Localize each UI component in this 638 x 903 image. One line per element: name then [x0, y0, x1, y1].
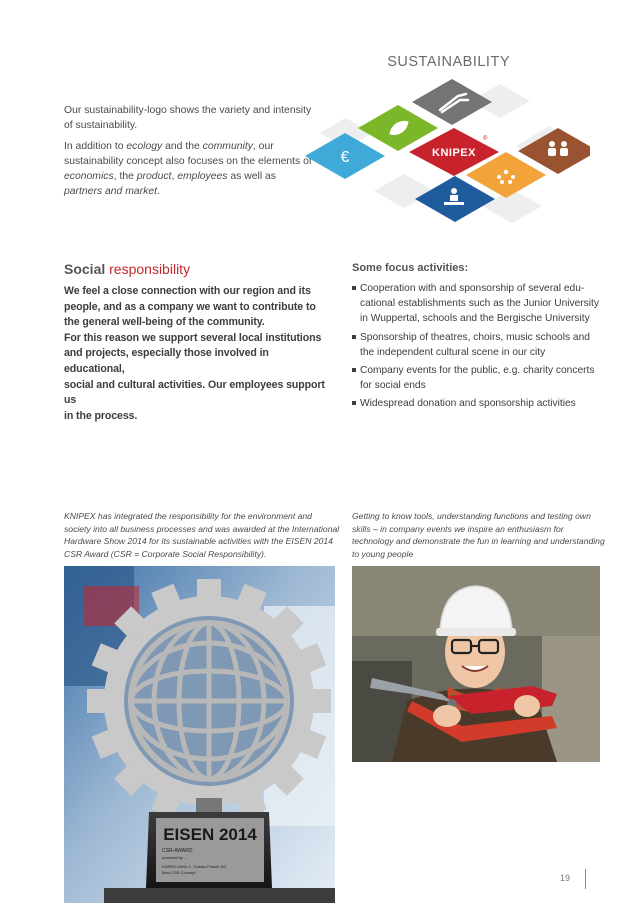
focus-activities-list — [352, 281, 602, 415]
focus-item: Company events for the public, e.g. charity concerts for social ends — [352, 363, 602, 393]
intro-paragraph-2: In addition to ecology and the community, our sustainability concept also focuses on the elements of economics, the product, employees as well as partners and market. — [64, 141, 312, 197]
brand-logo-text: KNIPEX — [432, 147, 476, 159]
intro-paragraph-1: Our sustainability-logo shows the variety and intensity of sustainability. — [64, 105, 312, 131]
social-line: the general well-being of the community. — [64, 316, 265, 329]
award-subtitle: CSR-AWARD — [162, 848, 193, 854]
award-photo — [64, 566, 335, 903]
kids-event-caption: Getting to know tools, understanding functions and testing own skills – in company events we inspire an enthusiasm for technology and demonstrate the fun in learning and understanding to young people — [352, 511, 605, 559]
section-title: SUSTAINABILITY — [387, 54, 510, 70]
registered-mark: ® — [483, 136, 488, 142]
social-responsibility-text — [64, 284, 326, 424]
social-line: We feel a close connection with our region and its — [64, 285, 311, 297]
award-title: EISEN 2014 — [163, 825, 257, 844]
kids-event-photo — [352, 566, 600, 762]
social-line: For this reason we support several local institutions — [64, 331, 322, 344]
focus-activities-heading: Some focus activities: — [352, 262, 469, 274]
award-category: Best CSR Concept — [162, 870, 196, 875]
focus-item: Sponsorship of theatres, choirs, music schools and the independent cultural scene in our city — [352, 330, 602, 360]
sustainability-logo — [300, 76, 590, 226]
page-number-divider — [585, 869, 586, 889]
social-line: and projects, especially those involved in educational, — [64, 347, 269, 375]
intro-text — [64, 103, 314, 205]
focus-item: Widespread donation and sponsorship activities — [352, 396, 602, 411]
page-number: 19 — [560, 873, 571, 883]
social-line: people, and as a company we want to contribute to — [64, 300, 316, 313]
award-recipient: KNIPEX-Werk C. Gustav Putsch KG — [162, 864, 227, 869]
focus-item: Cooperation with and sponsorship of several edu-cational establishments such as the Junior University in Wuppertal, schools and the Bergische University — [352, 281, 602, 327]
award-caption: KNIPEX has integrated the responsibility for the environment and society into all business processes and was awarded at the International Hardware Show 2014 for its sustainable activities with the EISEN 2014 CSR Award (CSR = Corporate Social Responsibility). — [64, 511, 340, 559]
social-line: in the process. — [64, 409, 138, 422]
euro-icon: € — [340, 149, 350, 166]
award-poweredby: powered by ... — [162, 855, 188, 860]
social-line: social and cultural activities. Our employees support us — [64, 378, 325, 407]
social-responsibility-heading: Social responsibility — [64, 261, 191, 277]
